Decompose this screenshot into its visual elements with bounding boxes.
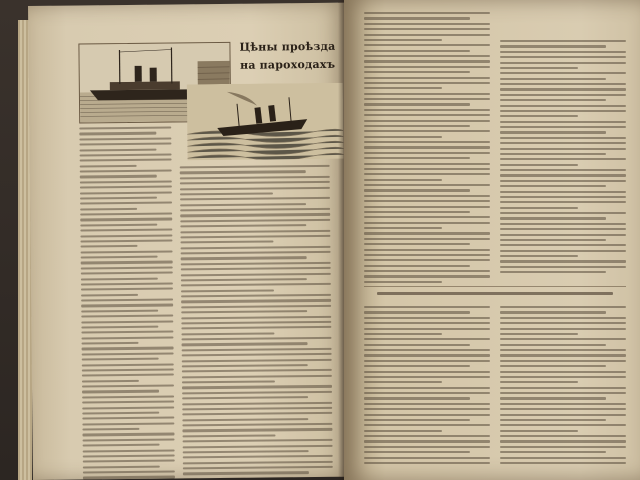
right-page [344, 0, 640, 480]
section-heading-placeholder [364, 290, 626, 298]
right-column-1 [364, 12, 490, 286]
section-divider [364, 286, 626, 287]
right-column-3 [364, 306, 490, 467]
left-page [28, 3, 351, 480]
page-title: Цѣны проѣзда на пароходахъ [239, 39, 336, 72]
steamship-sea-icon [177, 83, 344, 161]
left-column-1 [79, 127, 175, 480]
right-column-2 [500, 40, 626, 277]
steamship-sea-image [177, 83, 344, 161]
left-column-2 [180, 165, 333, 480]
right-column-4 [500, 306, 626, 467]
